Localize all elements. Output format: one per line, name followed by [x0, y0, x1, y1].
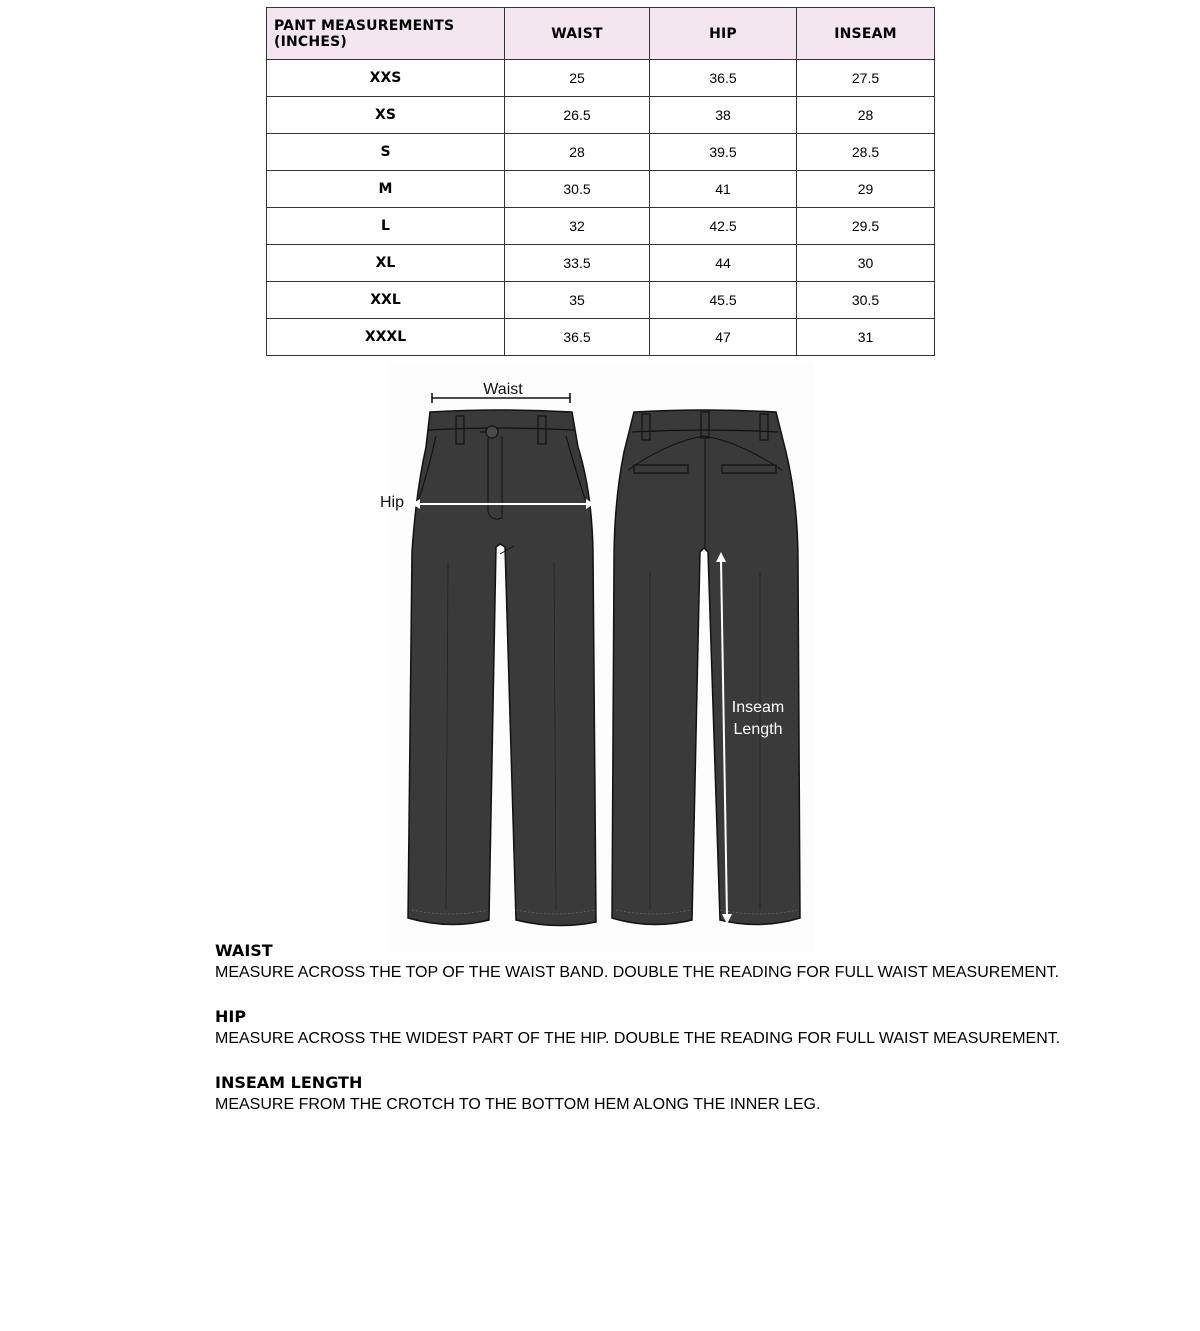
- hip-cell: 36.5: [650, 60, 797, 97]
- table-row: [267, 208, 935, 245]
- size-cell: XXL: [267, 282, 505, 319]
- header-waist: WAIST: [505, 8, 650, 60]
- header-pant-measurements: PANT MEASUREMENTS (INCHES): [267, 8, 505, 60]
- waist-cell: 30.5: [505, 171, 650, 208]
- inseam-cell: 28.5: [797, 134, 935, 171]
- waist-cell: 36.5: [505, 319, 650, 356]
- table-row: [267, 60, 935, 97]
- guide-hip-text: MEASURE ACROSS THE WIDEST PART OF THE HIP. DOUBLE THE READING FOR FULL WAIST MEASUREMENT.: [215, 1030, 1061, 1047]
- guide-hip-title: HIP: [215, 1007, 247, 1026]
- size-cell: XL: [267, 245, 505, 282]
- size-cell: XXXL: [267, 319, 505, 356]
- back-pants-icon: [612, 410, 800, 925]
- inseam-cell: 29: [797, 171, 935, 208]
- table-row: [267, 97, 935, 134]
- header-hip: HIP: [650, 8, 797, 60]
- hip-cell: 38: [650, 97, 797, 134]
- hip-cell: 42.5: [650, 208, 797, 245]
- size-cell: L: [267, 208, 505, 245]
- hip-label: Hip: [380, 494, 405, 511]
- guide-inseam: [215, 1072, 1115, 1116]
- waist-cell: 28: [505, 134, 650, 171]
- inseam-cell: 31: [797, 319, 935, 356]
- inseam-cell: 30: [797, 245, 935, 282]
- size-cell: M: [267, 171, 505, 208]
- table-header-row: [267, 8, 935, 60]
- header-inseam: INSEAM: [797, 8, 935, 60]
- table-row: [267, 245, 935, 282]
- guide-inseam-text: MEASURE FROM THE CROTCH TO THE BOTTOM HEM ALONG THE INNER LEG.: [215, 1096, 821, 1113]
- guide-waist-text: MEASURE ACROSS THE TOP OF THE WAIST BAND. DOUBLE THE READING FOR FULL WAIST MEASUREMENT.: [215, 964, 1060, 981]
- hip-cell: 45.5: [650, 282, 797, 319]
- pants-measurement-diagram: [380, 362, 814, 952]
- inseam-label-line1: Inseam: [731, 699, 785, 716]
- waist-cell: 32: [505, 208, 650, 245]
- table-row: [267, 171, 935, 208]
- waist-cell: 35: [505, 282, 650, 319]
- guide-waist-title: WAIST: [215, 941, 273, 960]
- hip-cell: 39.5: [650, 134, 797, 171]
- guide-hip: [215, 1006, 1115, 1050]
- size-cell: XXS: [267, 60, 505, 97]
- hip-cell: 47: [650, 319, 797, 356]
- table-row: [267, 134, 935, 171]
- table-row: [267, 282, 935, 319]
- hip-cell: 44: [650, 245, 797, 282]
- size-cell: XS: [267, 97, 505, 134]
- size-chart-table: [266, 7, 935, 356]
- waist-cell: 33.5: [505, 245, 650, 282]
- inseam-cell: 28: [797, 97, 935, 134]
- inseam-label-line2: Length: [733, 721, 783, 738]
- waist-label: Waist: [483, 381, 523, 398]
- hip-cell: 41: [650, 171, 797, 208]
- size-cell: S: [267, 134, 505, 171]
- waist-cell: 25: [505, 60, 650, 97]
- waist-cell: 26.5: [505, 97, 650, 134]
- measurement-guide: [215, 940, 1115, 1138]
- inseam-cell: 29.5: [797, 208, 935, 245]
- inseam-cell: 30.5: [797, 282, 935, 319]
- table-row: [267, 319, 935, 356]
- guide-inseam-title: INSEAM LENGTH: [215, 1073, 363, 1092]
- inseam-cell: 27.5: [797, 60, 935, 97]
- front-pants-icon: [408, 410, 596, 926]
- guide-waist: [215, 940, 1115, 984]
